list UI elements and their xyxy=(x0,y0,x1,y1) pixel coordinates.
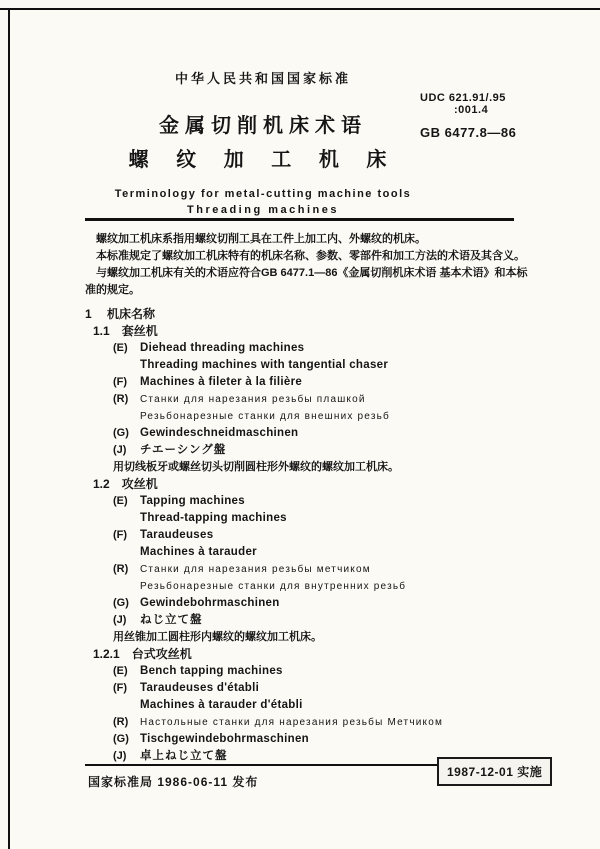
translation-text: Резьбонарезные станки для внутренних резьб xyxy=(140,581,407,592)
translation-text: Настольные станки для нарезания резьбы Метчиком xyxy=(140,717,444,728)
term-heading xyxy=(85,323,532,340)
term-definition: 用切线板牙或螺丝切头切削圆柱形外螺纹的螺纹加工机床。 xyxy=(113,461,399,473)
page-top-border xyxy=(0,8,600,10)
translation-text: Gewindebohrmaschinen xyxy=(140,597,280,609)
term-translation xyxy=(85,731,532,748)
section-title: 机床名称 xyxy=(107,307,156,321)
language-marker: (J) xyxy=(113,750,127,762)
title-english-line2: Threading machines xyxy=(187,204,339,216)
language-marker: (F) xyxy=(113,682,128,694)
document-header xyxy=(85,68,441,216)
language-marker: (F) xyxy=(113,529,128,541)
section-heading xyxy=(85,306,532,323)
footer-issued-by: 国家标准局 1986-06-11 发布 xyxy=(88,775,259,789)
standard-code: GB 6477.8—86 xyxy=(420,125,517,140)
section-number: 1 xyxy=(85,307,92,321)
language-marker: (G) xyxy=(113,733,129,745)
term-translation xyxy=(85,663,532,680)
term-name: 攻丝机 xyxy=(121,477,158,491)
term-translation xyxy=(85,680,532,697)
translation-text: Tapping machines xyxy=(140,495,245,507)
term-translation xyxy=(85,408,532,425)
term-block-1-2 xyxy=(85,476,532,646)
term-translation xyxy=(85,527,532,544)
header-divider xyxy=(85,218,514,221)
language-marker: (E) xyxy=(113,665,128,677)
term-translation xyxy=(85,425,532,442)
title-english-line1: Terminology for metal-cutting machine tools xyxy=(114,188,412,200)
footer-implementation-date: 1987-12-01 实施 xyxy=(437,757,552,786)
language-marker: (F) xyxy=(113,376,128,388)
intro-paragraph: 与螺纹加工机床有关的术语应符合GB 6477.1—86《金属切削机床术语 基本术语》和本标准的规定。 xyxy=(85,267,528,296)
language-marker: (J) xyxy=(113,614,127,626)
term-name: 台式攻丝机 xyxy=(131,647,192,661)
term-translation xyxy=(85,391,532,408)
intro-paragraph: 螺纹加工机床系指用螺纹切削工具在工件上加工内、外螺纹的机床。 xyxy=(96,233,426,245)
translation-text: Bench tapping machines xyxy=(140,665,283,677)
term-block-1-1 xyxy=(85,323,532,476)
language-marker: (E) xyxy=(113,342,128,354)
page-left-border xyxy=(8,8,10,849)
term-translation xyxy=(85,578,532,595)
translation-text: Резьбонарезные станки для внешних резьб xyxy=(140,411,390,422)
title-chinese-line1: 金属切削机床术语 xyxy=(159,115,367,137)
term-translation xyxy=(85,510,532,527)
translation-text: Станки для нарезания резьбы метчиком xyxy=(140,564,371,575)
translation-text: ねじ立て盤 xyxy=(140,614,203,626)
translation-text: Tischgewindebohrmaschinen xyxy=(140,733,309,745)
document-body xyxy=(85,231,532,765)
term-translation xyxy=(85,612,532,629)
translation-text: 卓上ねじ立て盤 xyxy=(140,750,228,762)
term-heading xyxy=(85,476,532,493)
term-definition: 用丝锥加工圆柱形内螺纹的螺纹加工机床。 xyxy=(113,631,322,643)
title-chinese-line2: 螺 纹 加 工 机 床 xyxy=(128,149,398,171)
term-translation xyxy=(85,374,532,391)
intro-paragraph: 本标准规定了螺纹加工机床特有的机床名称、参数、零部件和加工方法的术语及其含义。 xyxy=(96,250,525,262)
udc-block xyxy=(420,92,590,140)
translation-text: Machines à tarauder xyxy=(140,546,257,558)
translation-text: Machines à fileter à la filière xyxy=(140,376,303,388)
translation-text: Taraudeuses xyxy=(140,529,214,541)
udc-number-line2: :001.4 xyxy=(454,104,489,116)
language-marker: (E) xyxy=(113,495,128,507)
language-marker: (R) xyxy=(113,563,129,575)
udc-number-line1: UDC 621.91/.95 xyxy=(420,92,506,104)
term-number: 1.2 xyxy=(93,477,110,491)
language-marker: (R) xyxy=(113,393,129,405)
term-heading xyxy=(85,646,532,663)
term-translation xyxy=(85,493,532,510)
translation-text: Gewindeschneidmaschinen xyxy=(140,427,299,439)
language-marker: (R) xyxy=(113,716,129,728)
translation-text: Machines à tarauder d'établi xyxy=(140,699,303,711)
term-block-1-2-1 xyxy=(85,646,532,765)
term-number: 1.1 xyxy=(93,324,110,338)
term-translation xyxy=(85,442,532,459)
term-translation xyxy=(85,357,532,374)
translation-text: Diehead threading machines xyxy=(140,342,305,354)
term-number: 1.2.1 xyxy=(93,647,120,661)
translation-text: Thread-tapping machines xyxy=(140,512,287,524)
term-translation xyxy=(85,714,532,731)
term-translation xyxy=(85,561,532,578)
translation-text: チエーシング盤 xyxy=(140,444,227,456)
language-marker: (J) xyxy=(113,444,127,456)
term-translation xyxy=(85,544,532,561)
standard-label: 中华人民共和国国家标准 xyxy=(174,71,351,86)
language-marker: (G) xyxy=(113,427,129,439)
term-name: 套丝机 xyxy=(121,324,158,338)
term-translation xyxy=(85,697,532,714)
language-marker: (G) xyxy=(113,597,129,609)
scope-paragraphs xyxy=(85,231,532,299)
term-translation xyxy=(85,340,532,357)
translation-text: Threading machines with tangential chaser xyxy=(140,359,389,371)
translation-text: Станки для нарезания резьбы плашкой xyxy=(140,394,366,405)
translation-text: Taraudeuses d'établi xyxy=(140,682,260,694)
term-translation xyxy=(85,595,532,612)
